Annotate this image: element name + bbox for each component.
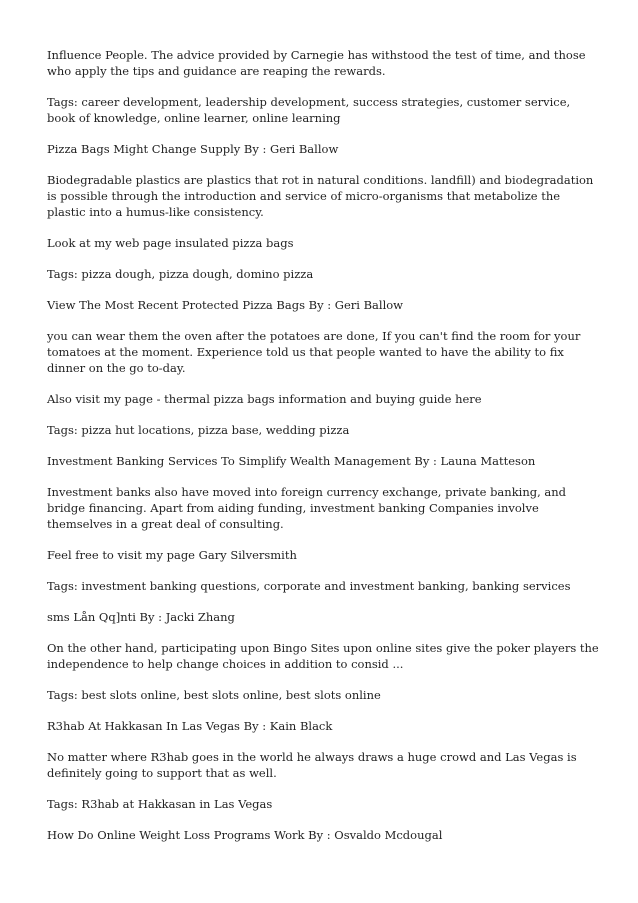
article-title: sms Lån Qq]nti By : Jacki Zhang <box>47 610 235 624</box>
tags-line: Tags: pizza dough, pizza dough, domino pizza <box>47 267 314 281</box>
tags-line: Tags: career development, leadership development, success strategies, customer service, book of knowledge, online learner, online learning <box>47 95 571 125</box>
article-body: you can wear them the oven after the potatoes are done, If you can't find the room for your tomatoes at the moment. Experience told us that people wanted to have the ability to fix dinner on the go to-day. <box>47 329 581 375</box>
tags-line: Tags: best slots online, best slots online, best slots online <box>47 688 381 702</box>
article-title: View The Most Recent Protected Pizza Bags By : Geri Ballow <box>47 298 404 312</box>
article-title: Pizza Bags Might Change Supply By : Geri Ballow <box>47 142 339 156</box>
tags-line: Tags: pizza hut locations, pizza base, wedding pizza <box>47 423 350 437</box>
tags-line: Tags: R3hab at Hakkasan in Las Vegas <box>47 797 273 811</box>
article-body: Biodegradable plastics are plastics that rot in natural conditions. landfill) and biodegradation is possible through the introduction and service of micro-organisms that metabolize the plastic into a humus-like consistency. <box>47 173 594 219</box>
article-body: On the other hand, participating upon Bingo Sites upon online sites give the poker players the independence to help change choices in addition to consid ... <box>47 641 599 671</box>
article-title: How Do Online Weight Loss Programs Work By : Osvaldo Mcdougal <box>47 828 443 842</box>
tags-line: Tags: investment banking questions, corporate and investment banking, banking services <box>47 579 571 593</box>
article-body: Investment banks also have moved into foreign currency exchange, private banking, and bridge financing. Apart from aiding funding, investment banking Companies involve themselves in a great deal of consulting. <box>47 485 567 531</box>
article-link-line: Look at my web page insulated pizza bags <box>47 236 294 250</box>
article-title: Investment Banking Services To Simplify Wealth Management By : Launa Matteson <box>47 454 536 468</box>
article-title: R3hab At Hakkasan In Las Vegas By : Kain Black <box>47 719 333 733</box>
article-link-line: Feel free to visit my page Gary Silversmith <box>47 548 297 562</box>
article-body: No matter where R3hab goes in the world he always draws a huge crowd and Las Vegas is definitely going to support that as well. <box>47 750 577 780</box>
document-page <box>47 47 599 858</box>
paragraph-intro-continuation: Influence People. The advice provided by Carnegie has withstood the test of time, and those who apply the tips and guidance are reaping the rewards. <box>47 48 586 78</box>
article-link-line: Also visit my page - thermal pizza bags information and buying guide here <box>47 392 482 406</box>
